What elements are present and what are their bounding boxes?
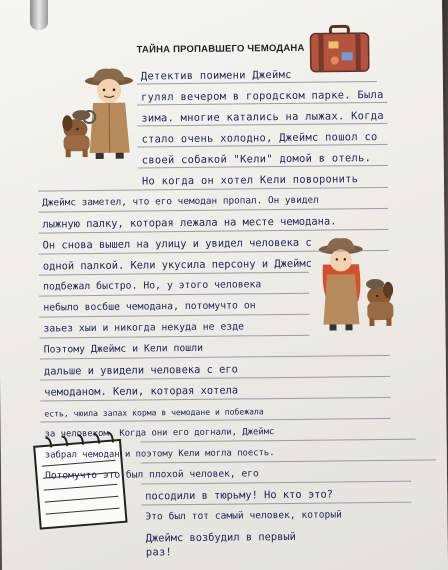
story-line: заьез хыи и никогда некуда не езде <box>43 321 245 335</box>
story-line: Он снова вышел на улицу и увидел человека с <box>42 236 312 252</box>
story-line: Детектив поимени Джеймс <box>140 68 292 83</box>
story-line: зима. многие катались на лыжах. Когда <box>141 109 384 125</box>
story-line: одной палкой. Кели укусила персону и Джеймс <box>42 257 312 273</box>
binder-clip <box>30 0 48 30</box>
story-line: Но когда он хотел Кели поворонить <box>141 173 359 188</box>
story-line: подбежал быстро. Но, у этого человека <box>43 279 262 293</box>
story-line: Поэтому Джеймс и Кели пошли <box>43 342 204 356</box>
story-line: лыжную палку, которая лежала на месте чемодана. <box>42 215 337 231</box>
story-line: Джеймс возбудил в первый <box>145 530 296 545</box>
story-line: чемоданом. Кели, которая хотела <box>44 384 239 399</box>
story-line: раз! <box>145 546 173 559</box>
suitcase-icon <box>308 24 371 75</box>
story-line: дальше и увидели человека с его <box>43 363 238 378</box>
story-line: есть, чюила запах корма в чемодане и побежала <box>44 406 264 419</box>
story-line: стало очень холодно, Джеймс пошол со <box>141 131 378 146</box>
story-line: Потомучто это был плохой человек, его <box>44 468 259 482</box>
story-line: небыло восбше чемодана, потомучто он <box>43 300 256 314</box>
story-line: гулял вечером в городском парке. Была <box>141 88 384 104</box>
story-line: посодили в тюрьму! Но кто это? <box>145 488 333 503</box>
story-line: забрал чемодан и поэтому Кели могла поесть. <box>44 448 275 461</box>
story-line: Это был тот самый человек, который <box>145 509 342 523</box>
story-line: своей собакой "Кели" домой в отель. <box>141 152 372 167</box>
detective-boy-icon <box>57 67 138 163</box>
story-line: Джеймс заметел, что его чемодан пропал. Он увидел <box>42 194 319 209</box>
document-title: ТАЙНА ПРОПАВШЕГО ЧЕМОДАНА <box>136 42 305 56</box>
story-line: за человеком. Когда они его догнали, Джеймс <box>44 427 275 440</box>
